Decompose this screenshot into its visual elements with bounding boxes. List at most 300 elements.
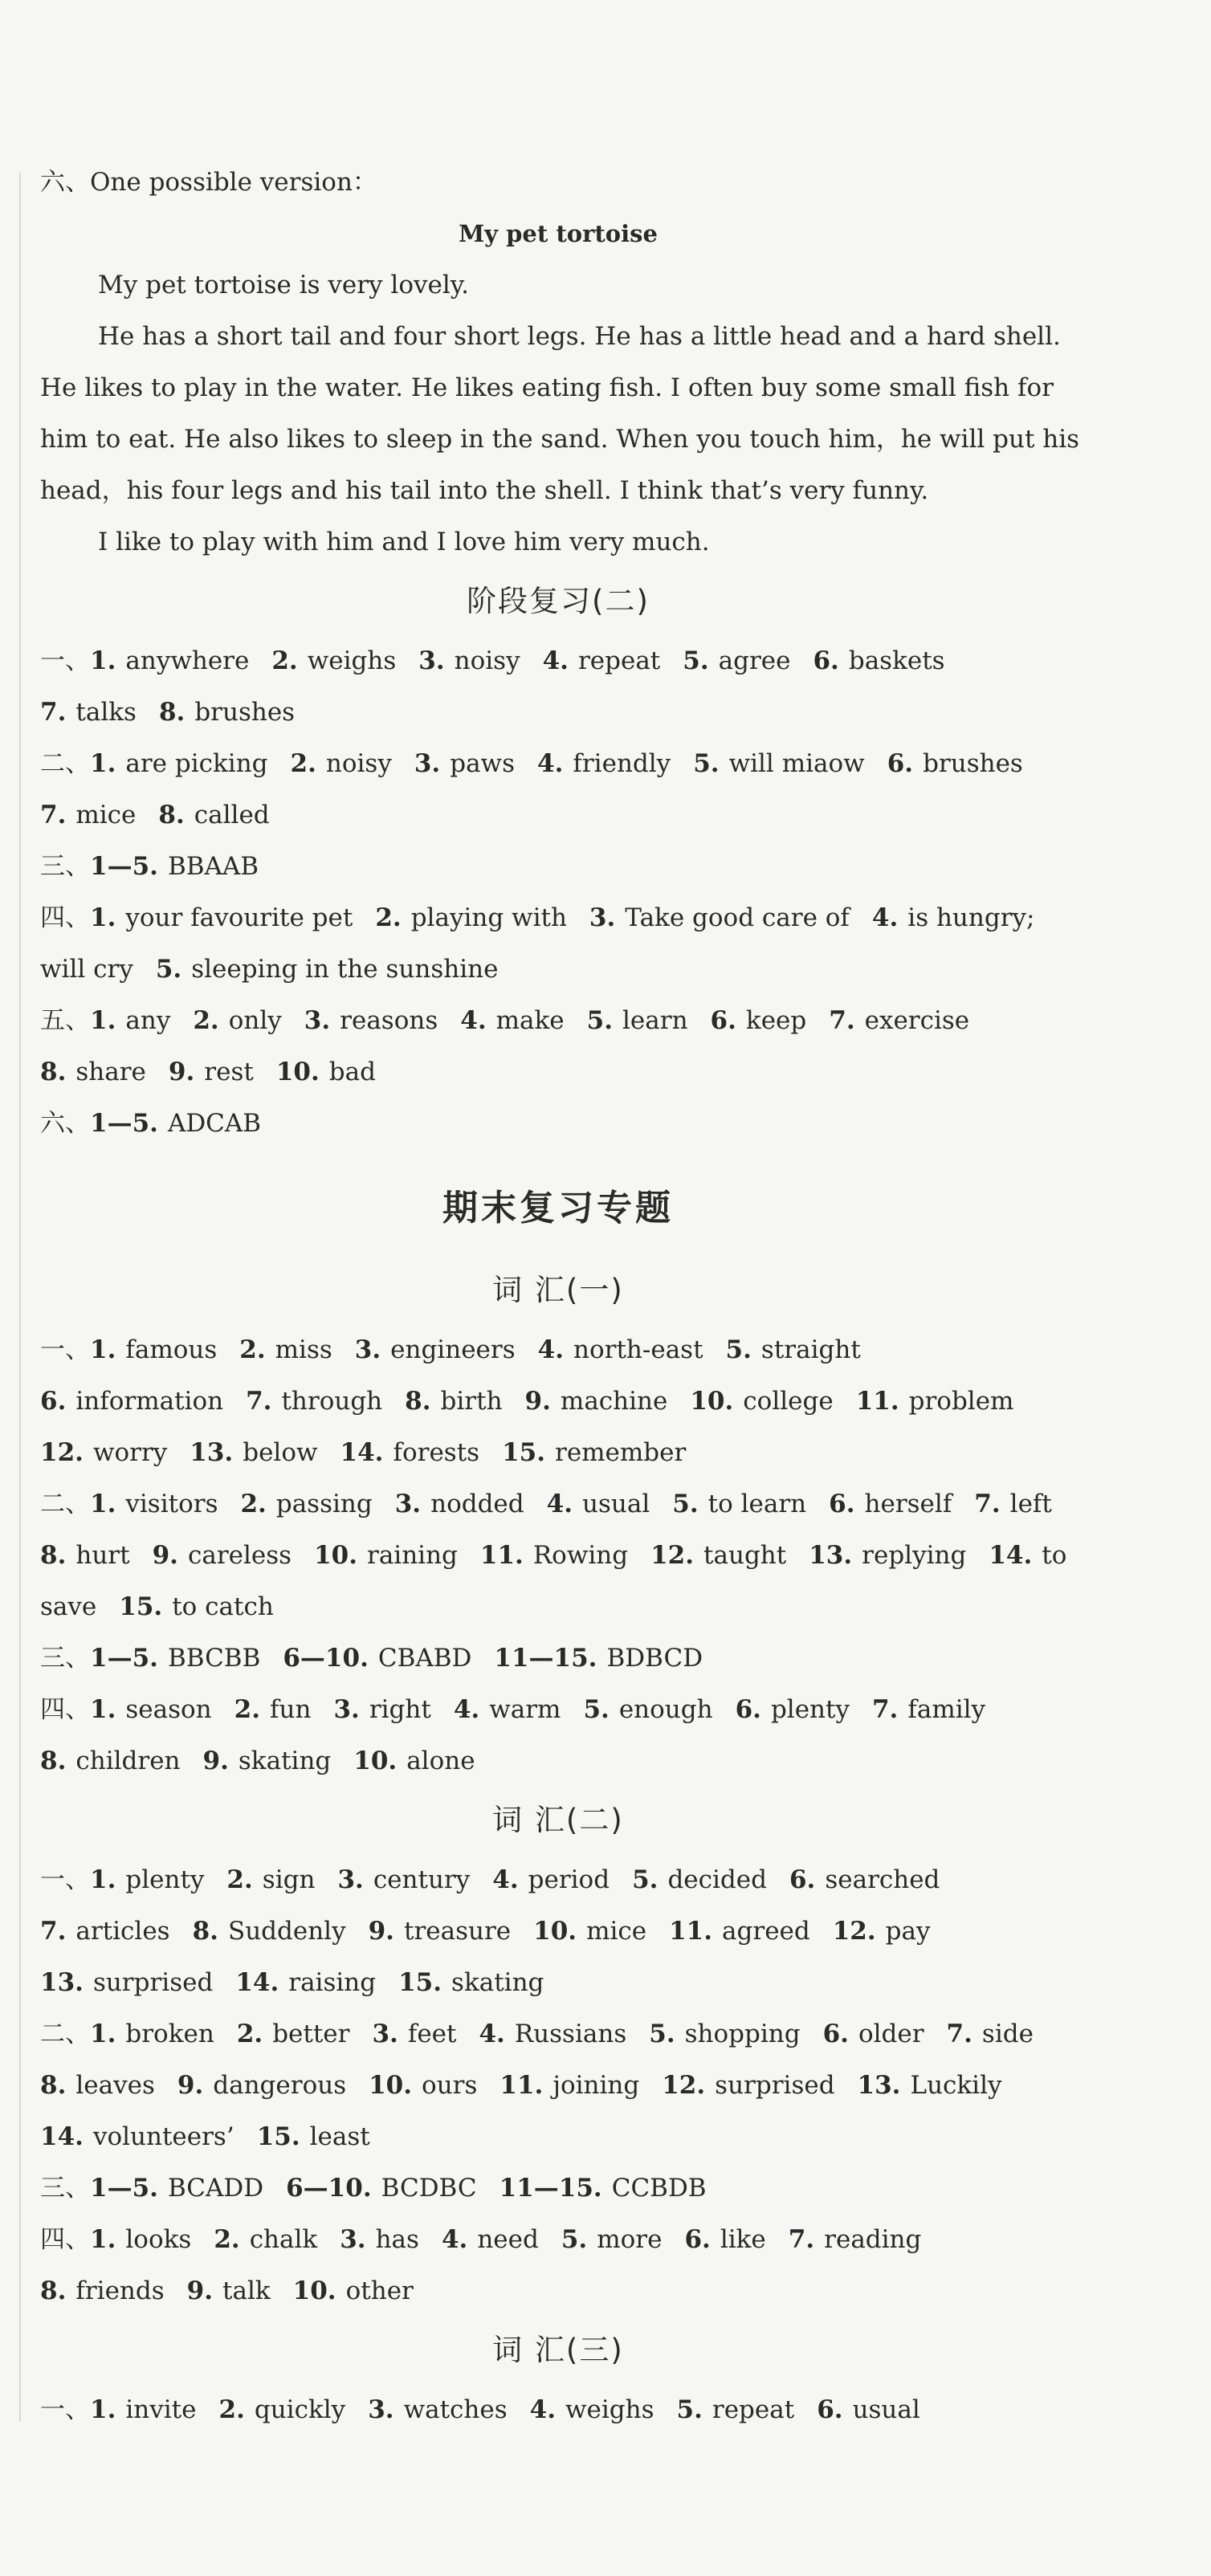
answer-row (40, 1046, 1076, 1098)
item-answer: noisy (325, 749, 392, 778)
item-answer: Suddenly (227, 1917, 346, 1946)
answer-item (669, 1917, 810, 1946)
answer-item (480, 1541, 628, 1570)
answer-item (405, 1387, 502, 1416)
answer-item (40, 1387, 223, 1416)
section-heading-vocab2: 词 汇(二) (492, 1803, 624, 1837)
item-answer: joining (552, 2071, 640, 2100)
answer-item (219, 2395, 346, 2424)
item-number: 2. (240, 1490, 267, 1518)
item-number: 9. (177, 2071, 204, 2100)
margin-line (19, 173, 21, 2421)
item-answer: only (228, 1006, 282, 1035)
answer-row (40, 1478, 1076, 1530)
item-answer: birth (440, 1387, 503, 1416)
item-answer: fun (270, 1695, 312, 1724)
item-number: 5. (632, 1865, 659, 1894)
item-answer: shopping (684, 2020, 801, 2048)
item-number: 6. (813, 646, 839, 675)
answer-item (538, 1335, 703, 1364)
answer-item (40, 2122, 234, 2151)
answer-item (414, 749, 515, 778)
item-number: 1. (90, 1490, 116, 1518)
item-answer: playing with (410, 903, 567, 932)
item-number: 2. (193, 1006, 219, 1035)
essay-line: him to eat. He also likes to sleep in the sand. When you touch him，he will put his (40, 425, 1080, 454)
item-number: 3. (414, 749, 441, 778)
answer-item (304, 1006, 438, 1035)
item-answer: volunteers’ (92, 2122, 234, 2151)
item-number: 6—10. (286, 2174, 372, 2203)
item-answer: will cry (40, 955, 133, 984)
answer-item (693, 749, 865, 778)
answer-row (40, 1632, 1076, 1684)
item-answer: broken (125, 2020, 214, 2048)
answer-row (40, 1684, 1076, 1735)
item-answer: to learn (707, 1490, 807, 1518)
item-number: 11—15. (499, 2174, 602, 2203)
item-answer: agreed (722, 1917, 810, 1946)
item-answer: chalk (249, 2225, 318, 2254)
answer-item (187, 2276, 271, 2305)
item-number: 15. (398, 1968, 442, 1997)
item-number: 3. (354, 1335, 381, 1364)
item-number: 4. (529, 2395, 556, 2424)
essay-line: My pet tortoise is very lovely. (98, 271, 470, 300)
item-answer: family (907, 1695, 986, 1724)
item-number: 1. (90, 646, 116, 675)
item-number: 5. (672, 1490, 699, 1518)
answer-row (40, 995, 1076, 1046)
item-number: 4. (492, 1865, 519, 1894)
answer-item (90, 2020, 214, 2048)
answer-item (90, 1644, 260, 1673)
item-answer: talks (75, 698, 137, 727)
answer-item (479, 2020, 626, 2048)
item-answer: are picking (125, 749, 268, 778)
item-number: 3. (418, 646, 445, 675)
item-number: 4. (542, 646, 569, 675)
item-number: 1. (90, 2225, 116, 2254)
item-answer: nodded (430, 1490, 524, 1518)
answer-item (119, 1592, 274, 1621)
item-answer: surprised (715, 2071, 835, 2100)
answer-row (40, 2214, 1076, 2265)
item-number: 6. (789, 1865, 816, 1894)
item-number: 6. (822, 2020, 849, 2048)
item-number: 5. (725, 1335, 752, 1364)
item-answer: worry (92, 1438, 168, 1467)
answer-item (40, 955, 133, 984)
answer-item (90, 1865, 204, 1894)
answer-row (40, 1735, 1076, 1787)
item-number: 2. (218, 2395, 245, 2424)
answer-item (90, 1006, 170, 1035)
item-number: 3. (340, 2225, 366, 2254)
item-number: 8. (192, 1917, 218, 1946)
answer-item (872, 1695, 985, 1724)
item-answer: weighs (565, 2395, 654, 2424)
item-answer: hurt (75, 1541, 130, 1570)
item-number: 6. (40, 1387, 67, 1416)
item-number: 1—5. (90, 1109, 158, 1138)
item-number: 6. (684, 2225, 711, 2254)
item-number: 6. (710, 1006, 736, 1035)
item-answer: keep (745, 1006, 807, 1035)
item-number: 13. (809, 1541, 853, 1570)
item-number: 5. (649, 2020, 675, 2048)
answer-item (817, 2395, 920, 2424)
item-answer: usual (582, 1490, 650, 1518)
item-answer: any (125, 1006, 171, 1035)
item-answer: forests (393, 1438, 480, 1467)
answer-item (90, 2225, 191, 2254)
item-answer: has (375, 2225, 419, 2254)
answer-item (234, 1695, 312, 1724)
answer-item (158, 801, 269, 829)
answer-item (690, 1387, 833, 1416)
part-marker: 二、 (40, 1490, 90, 1518)
answer-item (684, 2225, 765, 2254)
answer-item (355, 1335, 516, 1364)
item-answer: pay (885, 1917, 931, 1946)
answer-item (974, 1490, 1052, 1518)
item-answer: bad (328, 1058, 376, 1086)
part-marker: 一、 (40, 646, 90, 675)
item-answer: left (1009, 1490, 1052, 1518)
item-number: 2. (236, 2020, 263, 2048)
answer-item (193, 1917, 346, 1946)
item-answer: anywhere (125, 646, 250, 675)
item-answer: Take good care of (625, 903, 850, 932)
item-answer: talk (222, 2276, 271, 2305)
answer-item (499, 2174, 707, 2203)
item-answer: CBABD (377, 1644, 472, 1673)
answer-row (40, 635, 1076, 687)
item-answer: leaves (75, 2071, 155, 2100)
answer-item (169, 1058, 254, 1086)
item-answer: BDBCD (606, 1644, 703, 1673)
item-answer: Russians (514, 2020, 627, 2048)
item-answer: baskets (848, 646, 945, 675)
answer-item (537, 749, 671, 778)
answer-item (226, 1865, 315, 1894)
answer-row (40, 1854, 1076, 1906)
answer-item (193, 1006, 281, 1035)
item-number: 8. (158, 801, 185, 829)
vocab2-answers (40, 1854, 1076, 2317)
item-number: 13. (857, 2071, 901, 2100)
item-number: 2. (226, 1865, 253, 1894)
answer-row (40, 2162, 1076, 2214)
part-marker: 四、 (40, 1695, 90, 1724)
review2-answers (40, 635, 1076, 1149)
item-number: 2. (375, 903, 402, 932)
item-number: 9. (152, 1541, 178, 1570)
answer-item (887, 749, 1023, 778)
item-answer: exercise (864, 1006, 970, 1035)
item-answer: share (75, 1058, 146, 1086)
answer-item (286, 2174, 477, 2203)
item-answer: information (75, 1387, 224, 1416)
answer-row (40, 2008, 1076, 2060)
answer-item (40, 698, 137, 727)
item-answer: plenty (770, 1695, 850, 1724)
part-marker: 一、 (40, 1865, 90, 1894)
item-number: 3. (589, 903, 616, 932)
item-answer: skating (451, 1968, 544, 1997)
item-number: 15. (502, 1438, 545, 1467)
item-answer: side (981, 2020, 1034, 2048)
item-number: 5. (683, 646, 709, 675)
answer-item (177, 2071, 346, 2100)
vocab1-answers (40, 1324, 1076, 1787)
item-number: 6. (887, 749, 914, 778)
item-answer: quickly (254, 2395, 346, 2424)
item-answer: machine (560, 1387, 668, 1416)
item-number: 10. (292, 2276, 336, 2305)
answer-item (40, 2276, 165, 2305)
item-answer: rest (204, 1058, 254, 1086)
item-answer: BBAAB (167, 852, 259, 881)
answer-row (40, 944, 1076, 995)
item-number: 3. (304, 1006, 331, 1035)
answer-item (525, 1387, 668, 1416)
answer-item (872, 903, 1035, 932)
answer-item (650, 1541, 786, 1570)
answer-item (40, 1747, 181, 1775)
answer-row (40, 892, 1076, 944)
answer-item (499, 2071, 639, 2100)
item-answer: skating (238, 1747, 332, 1775)
answer-item (237, 2020, 350, 2048)
item-number: 7. (40, 1917, 67, 1946)
item-number: 1—5. (90, 1644, 158, 1673)
answer-content (40, 157, 1080, 2435)
answer-item (502, 1438, 686, 1467)
answer-item (340, 1438, 480, 1467)
answer-item (190, 1438, 317, 1467)
answer-item (340, 2225, 419, 2254)
answer-item (90, 903, 353, 932)
part-marker: 二、 (40, 2020, 90, 2048)
item-number: 9. (186, 2276, 214, 2305)
answer-item (90, 852, 259, 881)
answer-row (40, 1427, 1076, 1478)
answer-item (583, 1695, 712, 1724)
answer-item (40, 1968, 213, 1997)
item-number: 2. (234, 1695, 261, 1724)
item-number: 13. (40, 1968, 84, 1997)
item-answer: problem (908, 1387, 1014, 1416)
answer-item (271, 646, 396, 675)
item-number: 3. (368, 2395, 394, 2424)
answer-item (789, 1865, 940, 1894)
item-answer: looks (125, 2225, 192, 2254)
answer-item (90, 1695, 212, 1724)
part-marker: 一、 (40, 2395, 90, 2424)
item-answer: make (495, 1006, 565, 1035)
part-marker: 六、 (40, 1109, 90, 1138)
answer-item (90, 2395, 197, 2424)
item-number: 7. (871, 1695, 899, 1724)
item-number: 7. (246, 1387, 272, 1416)
item-number: 2. (290, 749, 316, 778)
item-number: 2. (239, 1335, 266, 1364)
part-marker: 一、 (40, 1335, 90, 1364)
answer-row (40, 1581, 1076, 1632)
item-answer: below (243, 1438, 318, 1467)
item-number: 10. (533, 1917, 577, 1946)
item-answer: weighs (307, 646, 397, 675)
item-number: 1—5. (90, 852, 158, 881)
answer-item (353, 1747, 475, 1775)
item-number: 8. (40, 2276, 67, 2305)
answer-item (823, 2020, 924, 2048)
item-number: 5. (155, 955, 182, 984)
item-answer: remember (555, 1438, 687, 1467)
answer-item (829, 1006, 969, 1035)
item-number: 14. (235, 1968, 279, 1997)
item-number: 3. (394, 1490, 422, 1518)
item-number: 10. (353, 1747, 398, 1775)
item-answer: engineers (390, 1335, 516, 1364)
part-marker: 五、 (40, 1006, 90, 1035)
answer-item (858, 2071, 1002, 2100)
answer-row (40, 1324, 1076, 1376)
answer-row (40, 1530, 1076, 1581)
answer-item (398, 1968, 544, 1997)
answer-item (395, 1490, 524, 1518)
item-answer: invite (125, 2395, 197, 2424)
answer-item (90, 1490, 218, 1518)
item-number: 12. (40, 1438, 84, 1467)
answer-item (736, 1695, 850, 1724)
answer-item (789, 2225, 922, 2254)
answer-item (672, 1490, 806, 1518)
answer-item (283, 1644, 471, 1673)
item-answer: called (194, 801, 270, 829)
answer-item (159, 698, 295, 727)
item-number: 4. (537, 749, 564, 778)
item-answer: friends (75, 2276, 165, 2305)
essay-intro: 六、One possible version： (40, 168, 377, 197)
item-number: 1. (90, 2020, 116, 2048)
answer-item (533, 1917, 646, 1946)
item-number: 11. (669, 1917, 713, 1946)
item-number: 14. (40, 2122, 84, 2151)
item-number: 7. (829, 1006, 855, 1035)
answer-item (90, 1335, 217, 1364)
answer-row (40, 1376, 1076, 1427)
vocab3-answers (40, 2384, 1076, 2435)
item-number: 7. (788, 2225, 815, 2254)
part-marker: 四、 (40, 903, 90, 932)
answer-item (40, 1058, 146, 1086)
item-number: 4. (546, 1490, 573, 1518)
item-answer: warm (489, 1695, 561, 1724)
item-answer: feet (407, 2020, 457, 2048)
answer-item (589, 903, 850, 932)
essay-line: He has a short tail and four short legs. He has a little head and a hard shell. (98, 322, 1061, 351)
item-answer: straight (760, 1335, 861, 1364)
item-answer: plenty (125, 1865, 205, 1894)
item-number: 8. (405, 1387, 431, 1416)
answer-row (40, 2384, 1076, 2435)
answer-item (683, 646, 790, 675)
item-number: 9. (368, 1917, 394, 1946)
item-number: 7. (946, 2020, 972, 2048)
item-answer: reading (824, 2225, 922, 2254)
item-number: 11. (499, 2071, 544, 2100)
answer-item (40, 1592, 96, 1621)
item-number: 4. (537, 1335, 564, 1364)
answer-item (90, 2174, 263, 2203)
item-answer: right (369, 1695, 431, 1724)
answer-item (368, 2395, 507, 2424)
answer-item (677, 2395, 795, 2424)
item-answer: BCADD (167, 2174, 264, 2203)
answer-item (90, 749, 268, 778)
answer-item (40, 1917, 170, 1946)
item-answer: herself (864, 1490, 952, 1518)
item-number: 15. (119, 1592, 163, 1621)
essay-title: My pet tortoise (459, 220, 658, 247)
answer-item (662, 2071, 834, 2100)
item-number: 9. (524, 1387, 551, 1416)
item-answer: raising (288, 1968, 377, 1997)
answer-item (90, 1109, 261, 1138)
answer-item (203, 1747, 332, 1775)
item-answer: replying (862, 1541, 967, 1570)
answer-row (40, 1957, 1076, 2008)
item-number: 1. (90, 1695, 116, 1724)
item-answer: north-east (573, 1335, 703, 1364)
answer-item (547, 1490, 650, 1518)
item-answer: mice (75, 801, 137, 829)
answer-item (454, 1695, 561, 1724)
item-number: 6. (829, 1490, 855, 1518)
answer-row (40, 1906, 1076, 1957)
answer-item (333, 1695, 430, 1724)
answer-item (561, 2225, 663, 2254)
part-marker: 二、 (40, 749, 90, 778)
answer-item (809, 1541, 966, 1570)
answer-item (293, 2276, 414, 2305)
answer-item (40, 2071, 155, 2100)
item-answer: to catch (172, 1592, 274, 1621)
answer-item (291, 749, 392, 778)
item-answer: your favourite pet (125, 903, 353, 932)
item-number: 4. (460, 1006, 487, 1035)
answer-item (989, 1541, 1066, 1570)
item-number: 10. (275, 1058, 320, 1086)
answer-item (372, 2020, 456, 2048)
item-number: 11. (479, 1541, 524, 1570)
item-answer: reasons (340, 1006, 438, 1035)
item-answer: children (75, 1747, 181, 1775)
answer-row (40, 687, 1076, 738)
item-number: 5. (693, 749, 720, 778)
item-answer: treasure (403, 1917, 512, 1946)
answer-row (40, 841, 1076, 892)
item-number: 1. (90, 749, 116, 778)
item-number: 1. (90, 2395, 116, 2424)
answer-item (240, 1490, 372, 1518)
answer-item (494, 1644, 703, 1673)
part-marker: 三、 (40, 1644, 90, 1673)
item-answer: Luckily (910, 2071, 1002, 2100)
